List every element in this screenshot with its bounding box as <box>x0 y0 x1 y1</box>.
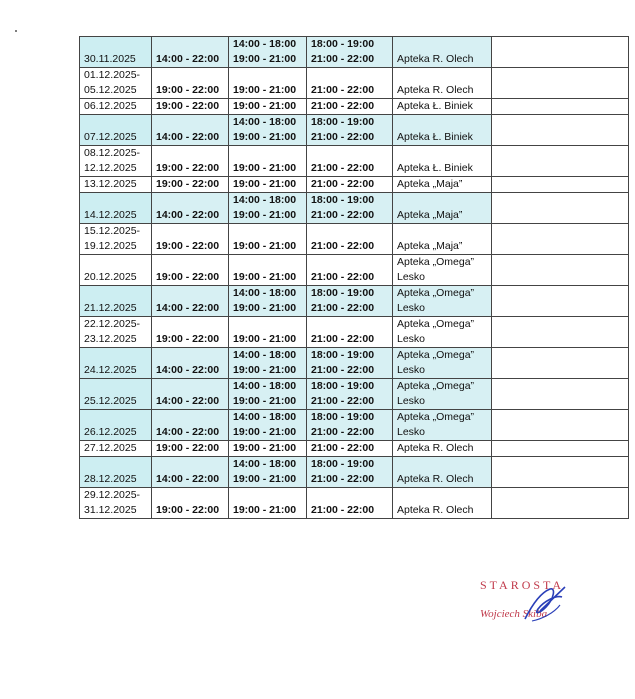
pharmacy-duty-table <box>79 36 629 519</box>
hours-cell-line: 19:00 - 21:00 <box>233 131 297 143</box>
date-cell-line: 08.12.2025- <box>84 147 141 159</box>
pharmacy-cell <box>393 37 492 68</box>
hours-cell-line: 21:00 - 22:00 <box>311 162 375 174</box>
hours-cell-line: 14:00 - 22:00 <box>156 473 220 485</box>
hours-cell-line: 19:00 - 21:00 <box>233 504 297 516</box>
date-cell-line: 22.12.2025- <box>84 318 141 330</box>
hours-cell-line: 19:00 - 22:00 <box>156 271 220 283</box>
hours-cell-line: 18:00 - 19:00 <box>311 458 375 470</box>
hours-cell <box>307 317 393 348</box>
pharmacy-cell-line: Apteka „Omega” <box>397 287 475 299</box>
hours-cell <box>152 379 229 410</box>
hours-cell <box>152 115 229 146</box>
pharmacy-cell-line: Apteka „Maja” <box>397 209 463 221</box>
hours-cell-line: 19:00 - 21:00 <box>233 426 297 438</box>
pharmacy-cell-line: Lesko <box>397 302 426 314</box>
hours-cell-line: 19:00 - 22:00 <box>156 504 220 516</box>
date-cell <box>80 286 152 317</box>
empty-cell <box>492 348 629 379</box>
hours-cell-line: 19:00 - 21:00 <box>233 178 297 190</box>
date-cell-line: 14.12.2025 <box>84 209 137 221</box>
hours-cell <box>229 99 307 115</box>
hours-cell-line: 14:00 - 18:00 <box>233 411 297 423</box>
table-row <box>80 146 629 177</box>
date-cell <box>80 317 152 348</box>
hours-cell-line: 21:00 - 22:00 <box>311 504 375 516</box>
empty-cell <box>492 457 629 488</box>
empty-cell <box>492 488 629 519</box>
pharmacy-cell <box>393 441 492 457</box>
empty-cell <box>492 193 629 224</box>
date-cell-line: 01.12.2025- <box>84 69 141 81</box>
hours-cell-line: 18:00 - 19:00 <box>311 194 375 206</box>
date-cell <box>80 193 152 224</box>
table-row <box>80 99 629 115</box>
date-cell <box>80 99 152 115</box>
hours-cell-line: 14:00 - 22:00 <box>156 131 220 143</box>
hours-cell <box>229 193 307 224</box>
hours-cell <box>229 115 307 146</box>
hours-cell <box>229 457 307 488</box>
date-cell-line: 27.12.2025 <box>84 442 137 454</box>
date-cell-line: 20.12.2025 <box>84 271 137 283</box>
date-cell <box>80 348 152 379</box>
hours-cell-line: 14:00 - 18:00 <box>233 458 297 470</box>
pharmacy-cell <box>393 457 492 488</box>
hours-cell-line: 14:00 - 22:00 <box>156 395 220 407</box>
hours-cell <box>307 255 393 286</box>
pharmacy-cell-line: Apteka R. Olech <box>397 473 474 485</box>
date-cell-line: 24.12.2025 <box>84 364 137 376</box>
hours-cell-line: 19:00 - 21:00 <box>233 209 297 221</box>
pharmacy-cell <box>393 379 492 410</box>
hours-cell-line: 19:00 - 21:00 <box>233 84 297 96</box>
empty-cell <box>492 441 629 457</box>
hours-cell-line: 14:00 - 22:00 <box>156 53 220 65</box>
hours-cell <box>307 457 393 488</box>
pharmacy-cell-line: Apteka R. Olech <box>397 84 474 96</box>
table-row <box>80 255 629 286</box>
hours-cell-line: 14:00 - 18:00 <box>233 287 297 299</box>
date-cell <box>80 37 152 68</box>
hours-cell <box>152 488 229 519</box>
hours-cell <box>307 286 393 317</box>
hours-cell-line: 19:00 - 21:00 <box>233 162 297 174</box>
hours-cell-line: 14:00 - 18:00 <box>233 38 297 50</box>
table-row <box>80 37 629 68</box>
date-cell-line: 25.12.2025 <box>84 395 137 407</box>
hours-cell <box>307 410 393 441</box>
hours-cell-line: 19:00 - 21:00 <box>233 100 297 112</box>
hours-cell <box>307 441 393 457</box>
hours-cell-line: 14:00 - 22:00 <box>156 302 220 314</box>
hours-cell <box>307 193 393 224</box>
table-row <box>80 457 629 488</box>
hours-cell <box>152 99 229 115</box>
hours-cell <box>229 286 307 317</box>
hours-cell-line: 21:00 - 22:00 <box>311 178 375 190</box>
pharmacy-cell-line: Lesko <box>397 426 426 438</box>
empty-cell <box>492 115 629 146</box>
hours-cell <box>307 115 393 146</box>
date-cell <box>80 224 152 255</box>
pharmacy-cell-line: Apteka „Omega” <box>397 349 475 361</box>
hours-cell-line: 18:00 - 19:00 <box>311 411 375 423</box>
hours-cell <box>307 68 393 99</box>
table-row <box>80 379 629 410</box>
hours-cell-line: 14:00 - 22:00 <box>156 426 220 438</box>
hours-cell-line: 21:00 - 22:00 <box>311 100 375 112</box>
hours-cell <box>229 146 307 177</box>
hours-cell-line: 21:00 - 22:00 <box>311 131 375 143</box>
hours-cell-line: 21:00 - 22:00 <box>311 364 375 376</box>
hours-cell-line: 21:00 - 22:00 <box>311 302 375 314</box>
table-row <box>80 410 629 441</box>
pharmacy-cell-line: Apteka R. Olech <box>397 504 474 516</box>
hours-cell-line: 21:00 - 22:00 <box>311 53 375 65</box>
hours-cell-line: 14:00 - 18:00 <box>233 349 297 361</box>
hours-cell <box>307 37 393 68</box>
date-cell <box>80 488 152 519</box>
hours-cell-line: 21:00 - 22:00 <box>311 240 375 252</box>
hours-cell-line: 19:00 - 22:00 <box>156 84 220 96</box>
hours-cell <box>152 348 229 379</box>
stamp-name: Wojciech Skiba <box>480 608 548 620</box>
empty-cell <box>492 410 629 441</box>
empty-cell <box>492 224 629 255</box>
empty-cell <box>492 255 629 286</box>
table-row <box>80 68 629 99</box>
pharmacy-cell <box>393 255 492 286</box>
hours-cell-line: 21:00 - 22:00 <box>311 209 375 221</box>
hours-cell-line: 14:00 - 18:00 <box>233 380 297 392</box>
pharmacy-cell-line: Apteka R. Olech <box>397 53 474 65</box>
date-cell <box>80 255 152 286</box>
pharmacy-cell-line: Apteka Ł. Biniek <box>397 100 473 112</box>
pharmacy-cell-line: Lesko <box>397 333 426 345</box>
empty-cell <box>492 379 629 410</box>
pharmacy-cell-line: Lesko <box>397 395 426 407</box>
empty-cell <box>492 146 629 177</box>
pharmacy-cell <box>393 146 492 177</box>
date-cell <box>80 457 152 488</box>
date-cell <box>80 68 152 99</box>
hours-cell <box>152 410 229 441</box>
date-cell-line: 05.12.2025 <box>84 84 137 96</box>
scan-speck <box>15 30 17 32</box>
hours-cell <box>152 68 229 99</box>
hours-cell-line: 19:00 - 21:00 <box>233 240 297 252</box>
hours-cell <box>229 317 307 348</box>
pharmacy-cell <box>393 68 492 99</box>
empty-cell <box>492 286 629 317</box>
hours-cell-line: 21:00 - 22:00 <box>311 395 375 407</box>
hours-cell <box>152 255 229 286</box>
empty-cell <box>492 37 629 68</box>
table-row <box>80 317 629 348</box>
hours-cell <box>307 177 393 193</box>
hours-cell-line: 21:00 - 22:00 <box>311 473 375 485</box>
date-cell-line: 23.12.2025 <box>84 333 137 345</box>
hours-cell <box>229 37 307 68</box>
hours-cell-line: 14:00 - 18:00 <box>233 194 297 206</box>
hours-cell <box>307 146 393 177</box>
hours-cell <box>229 488 307 519</box>
hours-cell-line: 21:00 - 22:00 <box>311 333 375 345</box>
hours-cell-line: 19:00 - 21:00 <box>233 442 297 454</box>
empty-cell <box>492 177 629 193</box>
pharmacy-cell <box>393 99 492 115</box>
date-cell <box>80 441 152 457</box>
hours-cell <box>152 317 229 348</box>
date-cell <box>80 177 152 193</box>
date-cell-line: 19.12.2025 <box>84 240 137 252</box>
table-row <box>80 224 629 255</box>
empty-cell <box>492 317 629 348</box>
date-cell-line: 30.11.2025 <box>84 53 136 65</box>
hours-cell-line: 18:00 - 19:00 <box>311 287 375 299</box>
hours-cell-line: 18:00 - 19:00 <box>311 38 375 50</box>
hours-cell <box>229 379 307 410</box>
pharmacy-cell-line: Apteka „Omega” <box>397 256 475 268</box>
hours-cell-line: 19:00 - 21:00 <box>233 364 297 376</box>
pharmacy-cell <box>393 348 492 379</box>
pharmacy-cell-line: Apteka „Maja” <box>397 178 463 190</box>
hours-cell-line: 19:00 - 22:00 <box>156 333 220 345</box>
hours-cell-line: 18:00 - 19:00 <box>311 349 375 361</box>
hours-cell-line: 14:00 - 22:00 <box>156 364 220 376</box>
hours-cell-line: 19:00 - 22:00 <box>156 162 220 174</box>
hours-cell <box>307 99 393 115</box>
hours-cell <box>152 457 229 488</box>
table-row <box>80 115 629 146</box>
hours-cell-line: 14:00 - 18:00 <box>233 116 297 128</box>
hours-cell <box>229 441 307 457</box>
pharmacy-cell <box>393 317 492 348</box>
hours-cell-line: 19:00 - 21:00 <box>233 271 297 283</box>
hours-cell <box>229 348 307 379</box>
date-cell-line: 26.12.2025 <box>84 426 137 438</box>
hours-cell-line: 14:00 - 22:00 <box>156 209 220 221</box>
empty-cell <box>492 99 629 115</box>
hours-cell <box>229 224 307 255</box>
date-cell <box>80 379 152 410</box>
pharmacy-cell-line: Apteka R. Olech <box>397 442 474 454</box>
table-row <box>80 348 629 379</box>
date-cell-line: 07.12.2025 <box>84 131 137 143</box>
signature-graphic <box>470 575 620 635</box>
date-cell-line: 28.12.2025 <box>84 473 137 485</box>
hours-cell <box>152 441 229 457</box>
hours-cell <box>152 177 229 193</box>
hours-cell <box>307 379 393 410</box>
hours-cell-line: 19:00 - 21:00 <box>233 333 297 345</box>
official-stamp <box>470 575 620 635</box>
table-row <box>80 286 629 317</box>
hours-cell <box>307 224 393 255</box>
date-cell-line: 13.12.2025 <box>84 178 137 190</box>
date-cell-line: 21.12.2025 <box>84 302 137 314</box>
pharmacy-cell <box>393 177 492 193</box>
table-row <box>80 441 629 457</box>
date-cell <box>80 115 152 146</box>
date-cell <box>80 410 152 441</box>
pharmacy-cell-line: Apteka Ł. Biniek <box>397 162 473 174</box>
date-cell-line: 12.12.2025 <box>84 162 137 174</box>
pharmacy-cell <box>393 193 492 224</box>
hours-cell-line: 19:00 - 21:00 <box>233 53 297 65</box>
pharmacy-cell <box>393 286 492 317</box>
table-row <box>80 193 629 224</box>
table-row <box>80 488 629 519</box>
hours-cell-line: 19:00 - 22:00 <box>156 178 220 190</box>
hours-cell-line: 21:00 - 22:00 <box>311 442 375 454</box>
hours-cell <box>229 68 307 99</box>
hours-cell-line: 19:00 - 22:00 <box>156 442 220 454</box>
hours-cell <box>152 146 229 177</box>
date-cell-line: 29.12.2025- <box>84 489 141 501</box>
date-cell <box>80 146 152 177</box>
hours-cell <box>229 255 307 286</box>
pharmacy-cell-line: Lesko <box>397 364 426 376</box>
date-cell-line: 15.12.2025- <box>84 225 141 237</box>
hours-cell-line: 21:00 - 22:00 <box>311 84 375 96</box>
table-body <box>80 37 629 519</box>
pharmacy-cell-line: Apteka „Omega” <box>397 411 475 423</box>
pharmacy-cell-line: Apteka „Maja” <box>397 240 463 252</box>
hours-cell-line: 19:00 - 21:00 <box>233 395 297 407</box>
pharmacy-cell-line: Apteka „Omega” <box>397 380 475 392</box>
hours-cell-line: 19:00 - 22:00 <box>156 240 220 252</box>
hours-cell-line: 21:00 - 22:00 <box>311 271 375 283</box>
hours-cell-line: 18:00 - 19:00 <box>311 116 375 128</box>
hours-cell <box>229 177 307 193</box>
pharmacy-cell <box>393 410 492 441</box>
stamp-title: STAROSTA <box>480 578 565 592</box>
hours-cell-line: 19:00 - 22:00 <box>156 100 220 112</box>
pharmacy-cell-line: Apteka „Omega” <box>397 318 475 330</box>
hours-cell <box>152 193 229 224</box>
hours-cell-line: 19:00 - 21:00 <box>233 473 297 485</box>
hours-cell-line: 18:00 - 19:00 <box>311 380 375 392</box>
pharmacy-cell <box>393 115 492 146</box>
hours-cell <box>152 37 229 68</box>
date-cell-line: 06.12.2025 <box>84 100 137 112</box>
hours-cell <box>307 348 393 379</box>
hours-cell-line: 19:00 - 21:00 <box>233 302 297 314</box>
table-row <box>80 177 629 193</box>
empty-cell <box>492 68 629 99</box>
hours-cell <box>152 286 229 317</box>
pharmacy-cell <box>393 488 492 519</box>
hours-cell <box>307 488 393 519</box>
hours-cell-line: 21:00 - 22:00 <box>311 426 375 438</box>
date-cell-line: 31.12.2025 <box>84 504 137 516</box>
hours-cell <box>152 224 229 255</box>
pharmacy-cell-line: Lesko <box>397 271 426 283</box>
hours-cell <box>229 410 307 441</box>
pharmacy-cell-line: Apteka Ł. Biniek <box>397 131 473 143</box>
pharmacy-cell <box>393 224 492 255</box>
